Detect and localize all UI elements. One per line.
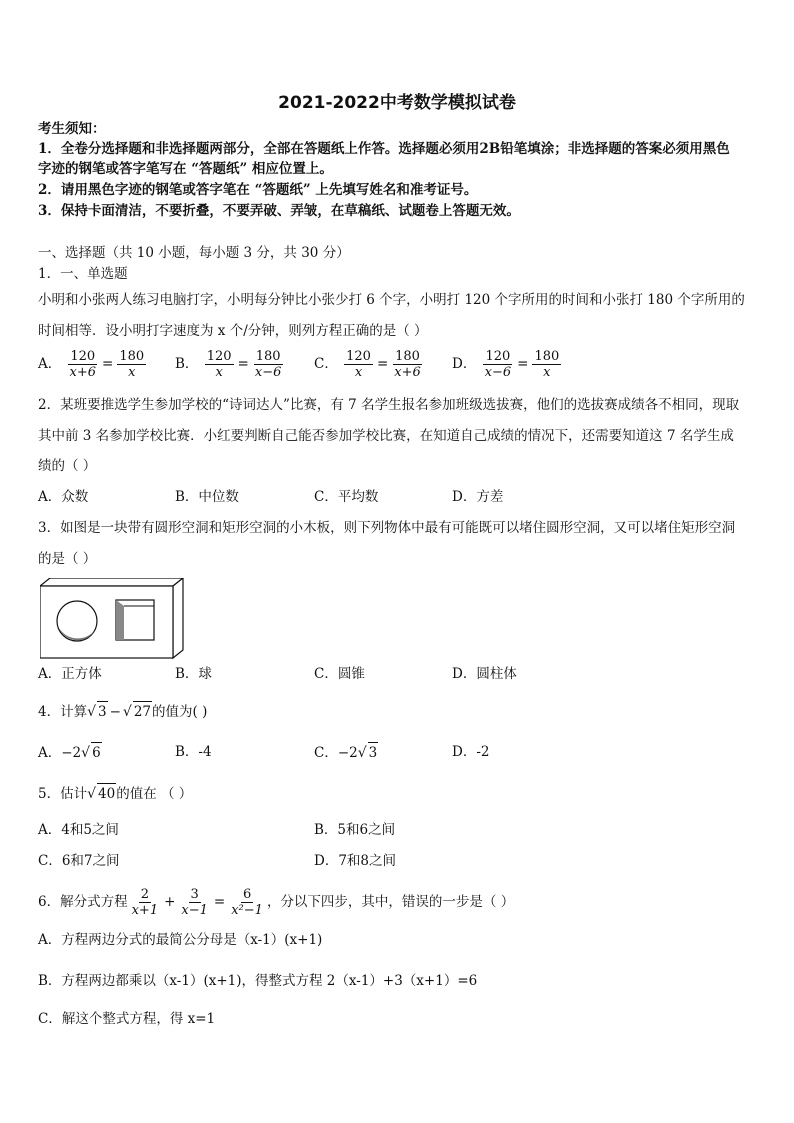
- radical: 6: [91, 742, 102, 763]
- question-2-text: 绩的（ ）: [38, 458, 97, 474]
- option-a[interactable]: A．方程两边分式的最简公分母是（x-1）(x+1): [38, 932, 323, 948]
- option-a[interactable]: A．4和5之间: [38, 822, 119, 838]
- option-c[interactable]: C． $\frac{120}{x}$ = $\frac{180}{x+6}$: [314, 349, 421, 380]
- notice-item: 2．请用黑色字迹的钢笔或答字笔在 “答题纸” 上先填写姓名和准考证号。: [38, 182, 478, 198]
- question-4-text: 4．计算√ 3 − √ 27的值为( ): [38, 701, 207, 722]
- fraction: $\frac{6}{\text{x²−1}}$: [231, 887, 263, 918]
- fraction: $\frac{180}{x+6}$: [394, 349, 421, 380]
- notice-heading: 考生须知：: [38, 121, 106, 137]
- fraction: $\frac{2}{x+1}$: [131, 887, 159, 918]
- option-b[interactable]: B．方程两边都乘以（x-1）(x+1)，得整式方程 2（x-1）+3（x+1）=6: [38, 973, 478, 989]
- wooden-board-figure: [40, 578, 185, 661]
- option-a[interactable]: A．−2√ 6: [38, 742, 102, 763]
- option-c[interactable]: C．平均数: [314, 489, 379, 505]
- fraction: $\frac{120}{x+6}$: [69, 349, 97, 380]
- option-label: B．: [175, 356, 199, 372]
- option-a[interactable]: A．众数: [38, 489, 89, 505]
- question-1-text: 小明和小张两人练习电脑打字，小明每分钟比小张少打 6 个字，小明打 120 个字所用的时间和小张打 180 个字所用的: [38, 292, 745, 308]
- option-label: A．: [38, 356, 62, 372]
- page-title: 2021-2022中考数学模拟试卷: [278, 93, 516, 113]
- option-d[interactable]: D．方差: [452, 489, 504, 505]
- option-label: D．: [452, 356, 477, 372]
- notice-item: 1．全卷分选择题和非选择题两部分，全部在答题纸上作答。选择题必须用2B铅笔填涂；非选择题的答案必须用黑色: [38, 141, 730, 157]
- option-d[interactable]: D．7和8之间: [314, 853, 397, 869]
- option-b[interactable]: B．中位数: [175, 489, 239, 505]
- option-d[interactable]: D．圆柱体: [452, 666, 517, 682]
- option-b[interactable]: B．-4: [175, 744, 212, 760]
- fraction: $\frac{120}{x}$: [206, 349, 232, 380]
- radical: 3: [97, 701, 108, 722]
- question-6-text: 6．解分式方程 $\frac{2}{x+1}$ + $\frac{3}{x-1}$ = $\frac{6}{\text{x²−1}}$ ，分以下四步，其中，错误的一步是（ ）: [38, 887, 515, 918]
- section-subheading: 1．一、单选题: [38, 266, 128, 282]
- question-3-text: 的是（ ）: [38, 551, 97, 567]
- question-3-text: 3．如图是一块带有圆形空洞和矩形空洞的小木板，则下列物体中最有可能既可以堵住圆形空洞，又可以堵住矩形空洞: [38, 520, 736, 536]
- fraction: $\frac{120}{x}$: [346, 349, 371, 380]
- option-b[interactable]: B． $\frac{120}{x}$ = $\frac{180}{x-6}$: [175, 349, 282, 380]
- option-a[interactable]: A． $\frac{120}{x+6}$ = $\frac{180}{x}$: [38, 349, 145, 380]
- option-c[interactable]: C．解这个整式方程，得 x=1: [38, 1011, 216, 1027]
- radical: 27: [133, 701, 152, 722]
- notice-item: 字迹的钢笔或答字笔写在 “答题纸” 相应位置上。: [38, 161, 333, 177]
- option-label: C．: [314, 356, 338, 372]
- fraction: $\frac{180}{x}$: [534, 349, 560, 380]
- option-d[interactable]: D． $\frac{120}{x-6}$ = $\frac{180}{x}$: [452, 349, 560, 380]
- fraction: $\frac{120}{x-6}$: [484, 349, 512, 380]
- option-c[interactable]: C．6和7之间: [38, 853, 120, 869]
- question-2-text: 其中前 3 名参加学校比赛．小红要判断自己能否参加学校比赛，在知道自己成绩的情况下，还需要知道这 7 名学生成: [38, 428, 734, 444]
- question-2-text: 2．某班要推选学生参加学校的“诗词达人”比赛，有 7 名学生报名参加班级选拔赛，他们的选拔赛成绩各不相同，现取: [38, 397, 740, 413]
- notice-item: 3．保持卡面清洁，不要折叠，不要弄破、弄皱，在草稿纸、试题卷上答题无效。: [38, 203, 520, 219]
- option-b[interactable]: B．球: [175, 666, 212, 682]
- radical: 3: [368, 742, 379, 763]
- section-heading: 一、选择题（共 10 小题，每小题 3 分，共 30 分）: [38, 245, 350, 261]
- option-b[interactable]: B．5和6之间: [314, 822, 396, 838]
- option-c[interactable]: C．−2√ 3: [314, 742, 378, 763]
- option-c[interactable]: C．圆锥: [314, 666, 365, 682]
- question-5-text: 5．估计√ 40的值在 （ ）: [38, 783, 192, 804]
- option-a[interactable]: A．正方体: [38, 666, 102, 682]
- fraction: $\frac{3}{x-1}$: [181, 887, 208, 918]
- question-1-text: 时间相等．设小明打字速度为 x 个/分钟，则列方程正确的是（ ）: [38, 323, 428, 339]
- option-d[interactable]: D．-2: [452, 744, 490, 760]
- fraction: $\frac{180}{x-6}$: [254, 349, 282, 380]
- fraction: $\frac{180}{x}$: [119, 349, 145, 380]
- radical: 40: [97, 783, 116, 804]
